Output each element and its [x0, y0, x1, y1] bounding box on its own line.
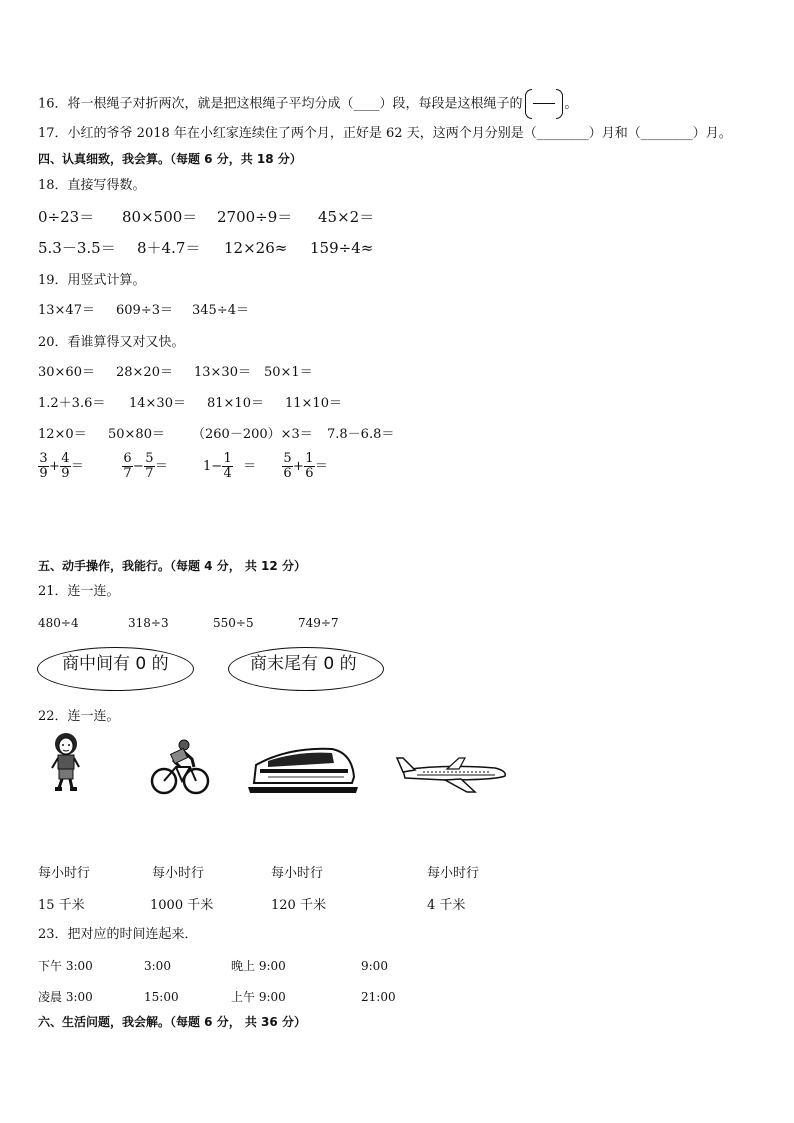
question-16 [38, 89, 578, 119]
speed-value: 120 千米 [271, 898, 326, 913]
time-item: 晚上 9:00 [231, 959, 286, 973]
fraction: $\frac{1}{6}$ [305, 451, 314, 481]
q20-item: 30×60＝ [38, 365, 95, 380]
q20-item: （260－200）×3＝ [192, 427, 313, 442]
speed-label: 每小时行 [38, 866, 91, 881]
airplane-icon [395, 752, 509, 794]
time-item: 凌晨 3:00 [38, 990, 93, 1004]
fraction-expression [38, 452, 84, 481]
equals: ＝ [70, 459, 84, 474]
q21-item: 480÷4 [38, 616, 79, 630]
time-item: 3:00 [144, 959, 171, 973]
question-21-title: 21．连一连。 [38, 584, 120, 599]
time-item: 上午 9:00 [231, 990, 286, 1004]
q20-item: 14×30＝ [129, 396, 186, 411]
fraction-blank [525, 89, 563, 119]
q20-item: 28×20＝ [116, 365, 173, 380]
section-4-heading: 四、认真细致，我会算。（每题 6 分，共 18 分） [38, 152, 302, 166]
q18-item: 159÷4≈ [310, 239, 374, 257]
oval-label: 商末尾有 0 的 [250, 654, 357, 674]
q20-item: 13×30＝ [194, 365, 251, 380]
operator: + [49, 459, 60, 474]
time-item: 15:00 [144, 990, 179, 1004]
question-20-title: 20．看谁算得又对又快。 [38, 335, 185, 350]
fraction: $\frac{6}{7}$ [123, 451, 132, 481]
fraction-expression [203, 452, 256, 481]
q19-item: 609÷3＝ [116, 303, 173, 318]
q18-item: 80×500＝ [122, 208, 198, 226]
speed-value: 1000 千米 [150, 898, 214, 913]
q20-item: 12×0＝ [38, 427, 87, 442]
question-16-tail: 。 [564, 96, 578, 112]
q20-item: 50×80＝ [108, 427, 165, 442]
equals: ＝ [314, 459, 328, 474]
operator: + [293, 459, 304, 474]
q19-item: 345÷4＝ [192, 303, 249, 318]
question-22-title: 22．连一连。 [38, 709, 120, 724]
equals: ＝ [243, 459, 257, 474]
q18-item: 45×2＝ [318, 208, 375, 226]
q20-item: 1.2＋3.6＝ [38, 396, 106, 411]
operator: − [133, 459, 144, 474]
equals: ＝ [154, 459, 168, 474]
oval-label: 商中间有 0 的 [62, 654, 169, 674]
q20-item: 11×10＝ [285, 396, 342, 411]
speed-label: 每小时行 [271, 866, 324, 881]
fraction-expression [122, 452, 168, 481]
section-6-heading: 六、生活问题，我会解。（每题 6 分， 共 36 分） [38, 1015, 306, 1029]
q19-item: 13×47＝ [38, 303, 95, 318]
section-5-heading: 五、动手操作，我能行。（每题 4 分， 共 12 分） [38, 559, 306, 573]
q20-item: 81×10＝ [207, 396, 264, 411]
q20-item: 50×1＝ [264, 365, 313, 380]
time-item: 下午 3:00 [38, 959, 93, 973]
fraction: $\frac{5}{6}$ [283, 451, 292, 481]
fraction-expression [282, 452, 328, 481]
q21-item: 318÷3 [128, 616, 169, 630]
q18-item: 12×26≈ [224, 239, 288, 257]
question-19-title: 19．用竖式计算。 [38, 273, 146, 288]
train-icon [248, 743, 358, 795]
cyclist-icon [150, 737, 210, 797]
question-17: 17．小红的爷爷 2018 年在小红家连续住了两个月，正好是 62 天，这两个月分别是（________）月和（________）月。 [38, 126, 732, 141]
operand: 1− [203, 459, 223, 474]
fraction: $\frac{3}{9}$ [39, 451, 48, 481]
walking-girl-icon [46, 732, 86, 792]
q20-item: 7.8－6.8＝ [327, 427, 395, 442]
q18-item: 5.3－3.5＝ [38, 239, 116, 257]
fraction: $\frac{4}{9}$ [61, 451, 70, 481]
speed-value: 15 千米 [38, 898, 85, 913]
fraction: $\frac{1}{4}$ [223, 451, 232, 481]
speed-value: 4 千米 [427, 898, 466, 913]
question-16-text: 16．将一根绳子对折两次，就是把这根绳子平均分成（____）段，每段是这根绳子的 [38, 96, 523, 112]
q21-item: 550÷5 [213, 616, 254, 630]
q21-item: 749÷7 [298, 616, 339, 630]
q18-item: 8＋4.7＝ [137, 239, 201, 257]
time-item: 21:00 [361, 990, 396, 1004]
time-item: 9:00 [361, 959, 388, 973]
speed-label: 每小时行 [427, 866, 480, 881]
q18-item: 2700÷9＝ [217, 208, 293, 226]
question-18-title: 18．直接写得数。 [38, 178, 146, 193]
q18-item: 0÷23＝ [38, 208, 95, 226]
speed-label: 每小时行 [152, 866, 205, 881]
question-23-title: 23．把对应的时间连起来． [38, 927, 198, 942]
fraction: $\frac{5}{7}$ [145, 451, 154, 481]
